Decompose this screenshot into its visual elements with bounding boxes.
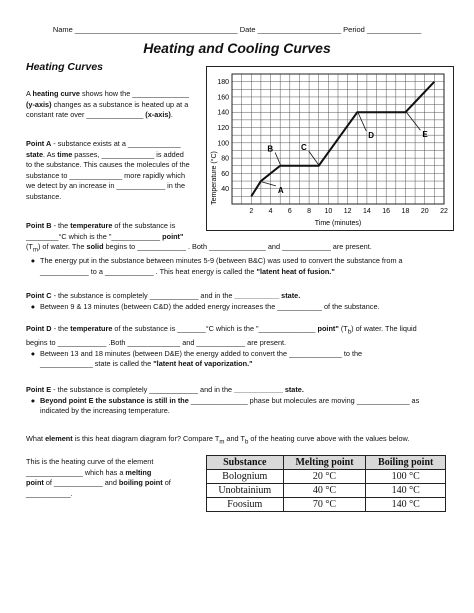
x-tick-label: 12	[343, 208, 352, 215]
table-cell: 70 °C	[283, 498, 366, 512]
section-title: Heating Curves	[26, 61, 104, 73]
y-axis-label: Temperature (°C)	[211, 151, 218, 205]
table-cell: 20 °C	[283, 470, 366, 484]
annotation-label-d: D	[368, 131, 375, 140]
bullet-icon: ●	[30, 348, 36, 358]
conclusion-paragraph: This is the heating curve of the element ______________ which has a melting point of ____________ and boiling point of ___________.	[26, 457, 171, 498]
y-tick-label: 160	[217, 94, 229, 102]
period-label: Period	[343, 25, 365, 34]
column-header: Melting point	[283, 456, 366, 470]
name-label: Name	[52, 25, 73, 34]
bullet-icon: ●	[30, 256, 36, 266]
table-row	[207, 498, 446, 512]
date-label: Date	[239, 25, 256, 34]
y-tick-label: 40	[221, 186, 229, 194]
y-tick-label: 140	[217, 109, 229, 117]
x-tick-label: 4	[268, 208, 273, 215]
annotation-label-a: A	[277, 185, 284, 195]
x-axis-label: Time (minutes)	[314, 220, 362, 227]
intro-paragraph: A heating curve shows how the ______________ (y-axis) changes as a substance is heated up at a constant rate over ______________ (x-axis).	[26, 89, 190, 120]
table-cell: Unobtainium	[207, 484, 284, 498]
y-tick-label: 80	[221, 155, 229, 163]
point-e-paragraph: Point E - the substance is completely ____________ and in the ____________ state. ● Beyond point E the substance is still in the ______________ phase but molecules are moving _____________ as indicated by the increasing temperature.	[26, 385, 420, 416]
table-row	[207, 484, 446, 498]
annotation-label-c: C	[300, 143, 307, 152]
worksheet-header	[0, 25, 474, 34]
annotation-label-e: E	[422, 130, 428, 140]
page-title: Heating and Cooling Curves	[143, 40, 331, 56]
table-header-row	[207, 456, 446, 470]
table-cell: Bolognium	[207, 470, 284, 484]
substance-table	[206, 455, 446, 512]
column-header: Substance	[207, 456, 284, 470]
y-tick-label: 180	[217, 79, 229, 87]
bullet-icon: ●	[30, 395, 36, 405]
x-tick-label: 2	[249, 208, 254, 215]
period-field[interactable]: _____________	[366, 25, 422, 34]
annotation-label-b: B	[267, 144, 274, 154]
x-tick-label: 10	[324, 208, 333, 215]
x-tick-label: 18	[401, 208, 410, 215]
x-tick-label: 8	[307, 208, 312, 215]
table-cell: 40 °C	[283, 484, 366, 498]
question-text: What element is this heat diagram diagram for? Compare $T_m$ and $T_b$ of the heating curve above with the values below.	[26, 434, 410, 446]
column-header: Boiling point	[366, 456, 446, 470]
bullet-icon: ●	[30, 301, 36, 311]
point-b-paragraph: Point B - the temperature of the substance is ________°C which is the "____________ point" $(T_m)$ of water. The solid begins to ____________ . Both ______________ and ____________ are present. ● The energy put in the substance between minutes 5-9 (between B&C) was used to convert the substance from a ____________ to a ____________ . This heat energy is called the "latent heat of fusion."	[26, 221, 403, 276]
x-tick-label: 16	[382, 208, 391, 215]
name-field[interactable]: _______________________________________	[74, 25, 238, 34]
x-tick-label: 22	[440, 208, 448, 215]
table-cell: Foosium	[207, 498, 284, 512]
point-d-paragraph: Point D - the temperature of the substance is _______°C which is the "______________ point" $(T_b)$ of water. The liquid begins to ____________ .Both _____________ and ____________ are present. ● Between 13 and 18 minutes (between D&E) the energy added to convert the _____________ to the _____________ state is called the "latent heat of vaporization."	[26, 324, 417, 369]
point-a-paragraph: Point A - substance exists at a _____________ state. As time passes, _____________ is added to the substance. This causes the molecules of the substance to _____________ more rapidly which we detect by an increase in ____________ in the substance.	[26, 139, 190, 201]
table-row	[207, 470, 446, 484]
table-cell: 140 °C	[366, 498, 446, 512]
table-cell: 140 °C	[366, 484, 446, 498]
y-tick-label: 100	[217, 140, 229, 148]
table-cell: 100 °C	[366, 470, 446, 484]
x-tick-label: 14	[363, 208, 371, 215]
y-tick-label: 60	[221, 170, 229, 178]
x-tick-label: 20	[420, 208, 429, 215]
date-field[interactable]: ____________________	[257, 25, 342, 34]
point-c-paragraph: Point C - the substance is completely ____________ and in the ___________ state. ● Between 9 & 13 minutes (between C&D) the added energy increases the ___________ of the substance.	[26, 291, 380, 311]
y-tick-label: 120	[217, 125, 229, 133]
x-tick-label: 6	[287, 208, 292, 215]
heating-curve-chart	[206, 66, 454, 231]
